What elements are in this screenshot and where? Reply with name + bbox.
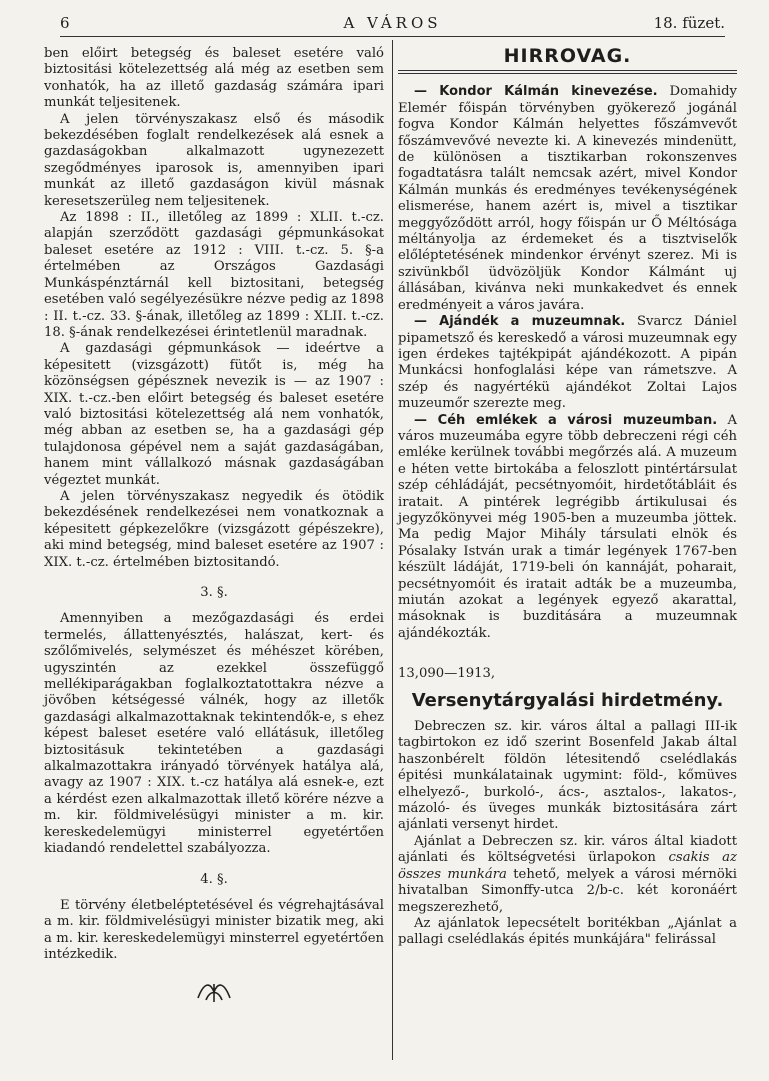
left-paragraph-7: E törvény életbeléptetésével és végrehajtásával a m. kir. földmivelésügyi minister bizatik meg, aki a m. kir. kereskedelemügyi minsterrel egyetértően intézkedik. <box>44 897 384 963</box>
ornament-icon <box>44 978 384 1009</box>
left-paragraph-2: A jelen törvényszakasz első és második bekezdésében foglalt rendelkezések alá esnek a gazdaságokban alkalmazott ugynezezett szegődményes iparosok is, amennyiben ipari munkát az illető gazdaságon kivül másnak keresetszerüleg nem teljesitenek. <box>44 111 384 209</box>
left-paragraph-4: A gazdasági gépmunkások — ideértve a képesitett (vizsgázott) fütőt is, még ha közönségsen gépésznek nevezik is — az 1907 : XIX. t.-cz.-ben előirt betegség és baleset esetére való biztositási kötelezettség alá nem vonhatók, még abban az esetben se, ha a gazdasági gép tulajdonosa gépével nem a saját gazdaságában, hanem mint vállalkozó másnak gazdaságában végeztet munkát. <box>44 341 384 488</box>
news-section-title: HIRROVAG. <box>503 45 632 67</box>
reference-number: 13,090—1913, <box>398 666 496 682</box>
page-number: 6 <box>60 14 71 32</box>
announcement-paragraph-3: Az ajánlatok lepecsételt boritékban „Ajánlat a pallagi cselédlakás épités munkájára" felirással <box>398 915 737 948</box>
left-column <box>44 46 384 1009</box>
news-item-kondor-text: Domahidy Elemér főispán törvényben gyökerező jogánál fogva Kondor Kálmán helyettes főszámvevőt főszámvevővé nevezte ki. A kinevezés mindenütt, de különösen a tisztikarban rokonszenves fogadtatásra talált nemcsak azért, mivel Kondor Kálmán munkás és eredményes tevékenységének elismerése, hanem azért is, mivel a tisztikar meggyőződött arról, hogy főispán ur Ő Méltósága méltányolja az érdemeket és a tisztviselők előléptetésének mindenkor érvényt szerez. Mi is szivünkből üdvözöljük Kondor Kálmánt uj állásában, kivánva neki munkakedvet és ennek eredményeit a város javára. <box>398 84 737 313</box>
announcement-paragraph-2-a: Ajánlat a Debreczen sz. kir. város által kiadott ajánlati és költségvetési ürlapokon <box>398 833 737 866</box>
right-column <box>398 46 737 949</box>
news-item-ceh-text: A város muzeumába egyre több debreczeni régi céh emléke kerülnek további megőrzés alá. A muzeum e héten vette birtokába a feloszlott pintértársulat szép céhládáját, pecsétnyomóit, hirdetőtábláit és iratait. A pintérek legrégibb ártikulusai és jegyzőkönyvei még 1905-ben a muzeumba jöttek. Ma pedig Major Mihály társulati elnök és Pósalaky István urak a timár legények 1767-ben készült ládáját, 1719-beli ón kannáját, poharait, pecsétnyomóit és iratait adták be a muzeumba, miután azokat a legények egyező akarattal, másoknak is buzditására a muzeumnak ajándékozták. <box>398 412 737 641</box>
journal-title: A VÁROS <box>343 14 442 32</box>
header-rule <box>60 36 725 37</box>
news-item-ceh-title: — Céh emlékek a városi muzeumban. <box>414 412 718 428</box>
announcement-paragraph-2-emphasis: csakis az összes munkára <box>398 850 737 882</box>
page-header <box>60 10 725 34</box>
announcement-paragraph-1: Debreczen sz. kir. város által a pallagi III-ik tagbirtokon ez idő szerint Bosenfeld Jakab által haszonbérelt földön létesitendő cselédlakás épitési munkálatainak ugymint: föld-, kőmüves elhelyező-, burkoló-, ács-, asztalos-, lakatos-, mázoló- és üveges munkák biztositására zárt ajánlati versenyt hirdet. <box>398 719 737 833</box>
announcement-paragraph-2-c: tehető, melyek a városi mérnöki hivatalban Simonffy-utca 2/b-c. két koronáért megszerezhető, <box>398 866 737 915</box>
left-paragraph-6: Amennyiben a mezőgazdasági és erdei termelés, állattenyésztés, halászat, kert- és szőlőmivelés, selymészet és méhészet körében, ugyszintén az ezekkel összefüggő mellékiparágakban foglalkoztatottakra nézve a jövőben kétségessé válnék, hogy az illetők gazdasági alkalmazottaknak tekintendők-e, s ehez képest baleset esetére való ellátásuk, illetőleg biztositásuk tekintetében a gazdasági alkalmazottakra irányadó törvények hatálya alá, avagy az 1907 : XIX. t.-cz hatálya alá esnek-e, ezt a kérdést ezen alkalmazottak illető körére nézve a m. kir. földmivelésügyi minister a m. kir. kereskedelemügyi ministerrel egyetértően kiadandó rendelettel szabályozza. <box>44 611 384 857</box>
news-item-kondor-title: — Kondor Kálmán kinevezése. <box>414 84 658 100</box>
announcement-paragraph-2 <box>398 834 737 916</box>
column-divider <box>392 40 393 1060</box>
news-title-rule <box>398 70 737 74</box>
left-paragraph-3: Az 1898 : II., illetőleg az 1899 : XLII. t.-cz. alapján szerződött gazdasági gépmunkásokat baleset esetére az 1912 : VIII. t.-cz. 5. §-a értelmében az Országos Gazdasági Munkáspénztárnál kell biztositani, betegség esetében való segélyezésükre nézve pedig az 1898 : II. t.-cz. 33. §-ának, illetőleg az 1899 : XLII. t.-cz. 18. §-ának rendelkezései érintetlenül maradnak. <box>44 210 384 340</box>
announcement-title: Versenytárgyalási hirdetmény. <box>411 689 724 711</box>
news-item-ajandek-title: — Ajándék a muzeumnak. <box>414 314 626 330</box>
news-item-ajandek-text: Svarcz Dániel pipametsző és kereskedő a városi muzeumnak egy igen érdekes tajtékpipát ajándékozott. A pipán Munkácsi honfoglalási képe van rámetszve. A szép és nagyértékü ajándékot Zoltai Lajos muzeumőr szerezte meg. <box>398 314 737 412</box>
news-item-kondor <box>398 84 737 314</box>
section-3-heading: 3. §. <box>200 585 228 600</box>
left-paragraph-1: ben előirt betegség és baleset esetére való biztositási kötelezettség alá még az esetben sem vonhatók, ha az illető gazdaság számára ipari munkát teljesitenek. <box>44 46 384 111</box>
issue-number: 18. füzet. <box>653 14 725 32</box>
news-item-ajandek <box>398 314 737 412</box>
section-4-heading: 4. §. <box>200 871 228 887</box>
left-paragraph-5: A jelen törvényszakasz negyedik és ötödik bekezdésének rendelkezései nem vonatkoznak a képesitett gépkezelőkre (vizsgázott gépészekre), aki mind betegség, mind baleset esetére az 1907 : XIX. t.-cz. értelmében biztositandó. <box>44 488 384 570</box>
news-item-ceh <box>398 413 737 643</box>
